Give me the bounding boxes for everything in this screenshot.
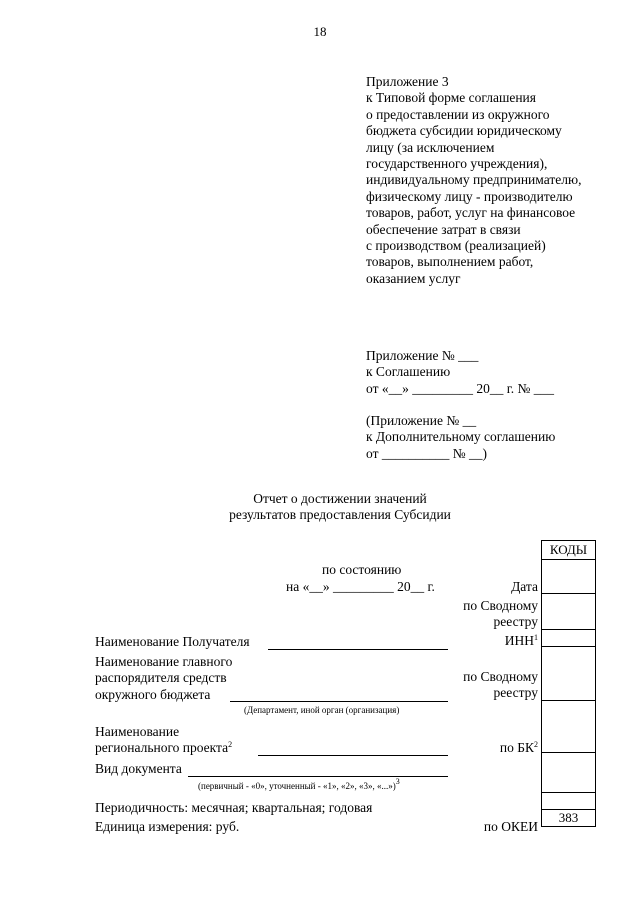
code-label-inn: ИНН$^1$ xyxy=(504,633,538,648)
appendix-agreement-header xyxy=(366,348,554,397)
code-cell-date[interactable] xyxy=(542,560,596,594)
appendix-supplementary-line: к Дополнительному соглашению xyxy=(366,429,556,445)
report-title xyxy=(200,491,480,524)
recipient-name-underline xyxy=(268,649,448,650)
main-manager-line: Наименование главного xyxy=(95,654,233,669)
appendix-supplementary-line: (Приложение № __ xyxy=(366,413,477,428)
report-title-line1: Отчет о достижении значений xyxy=(253,491,427,506)
appendix-3-header xyxy=(366,74,581,287)
code-cell-inn[interactable] xyxy=(542,630,596,647)
regional-project-underline xyxy=(258,755,448,756)
main-manager-underline xyxy=(230,701,448,702)
page-number: 18 xyxy=(313,24,327,39)
main-manager-note: (Департамент, иной орган (организация) xyxy=(244,705,400,715)
appendix-3-line: о предоставлении из окружного xyxy=(366,106,550,122)
code-cell-periodicity[interactable] xyxy=(542,793,596,810)
main-manager-label xyxy=(95,654,232,703)
bk-footnote: 2 xyxy=(534,740,538,749)
regional-project-line: регионального проекта xyxy=(95,740,229,756)
document-type-note: (первичный - «0», уточненный - «1», «2», «3», «...»)$^3$ xyxy=(198,777,400,791)
appendix-3-line: бюджета субсидии юридическому xyxy=(366,123,562,139)
appendix-supplementary-line: от __________ № __) xyxy=(366,445,487,461)
as-of-label: по состоянию xyxy=(322,562,402,577)
code-cell-bk[interactable] xyxy=(542,701,596,753)
appendix-3-line: с производством (реализацией) xyxy=(366,238,546,254)
code-label-registry-2: по Сводному реестру xyxy=(463,669,538,701)
appendix-agreement-line: к Соглашению xyxy=(366,364,451,380)
document-type-underline xyxy=(188,776,448,777)
inn-footnote: 1 xyxy=(534,633,538,642)
appendix-3-line: Приложение 3 xyxy=(366,74,449,89)
code-cell-registry-2[interactable] xyxy=(542,647,596,701)
code-label-okei: по ОКЕИ xyxy=(483,819,538,834)
appendix-agreement-line: Приложение № ___ xyxy=(366,348,479,363)
recipient-name-label: Наименование Получателя xyxy=(95,634,250,649)
appendix-3-line: лицу (за исключением xyxy=(366,139,495,155)
appendix-3-line: обеспечение затрат в связи xyxy=(366,221,521,237)
regional-project-line: Наименование xyxy=(95,724,180,739)
report-title-line2: результатов предоставления Субсидии xyxy=(229,507,451,523)
regional-project-label xyxy=(95,724,232,757)
unit-label: Единица измерения: руб. xyxy=(95,819,240,834)
appendix-3-line: индивидуальному предпринимателю, xyxy=(366,172,582,188)
main-manager-line: распорядителя средств xyxy=(95,670,227,686)
as-of-date: на «__» _________ 20__ г. xyxy=(286,579,435,594)
code-label-registry: по Сводному реестру xyxy=(463,598,538,630)
code-label-bk: по $БК^2$ xyxy=(499,740,538,755)
appendix-3-line: физическому лицу - производителю xyxy=(366,188,573,204)
regional-project-footnote: 2 xyxy=(228,740,233,750)
appendix-3-line: к Типовой форме соглашения xyxy=(366,90,536,106)
document-type-footnote: 3 xyxy=(395,777,400,786)
code-cell-registry[interactable] xyxy=(542,594,596,630)
codes-table xyxy=(541,540,596,827)
appendix-supplementary-header xyxy=(366,413,555,462)
document-type-label: Вид документа xyxy=(95,761,182,776)
periodicity-label: Периодичность: месячная; квартальная; годовая xyxy=(95,800,373,815)
codes-header: КОДЫ xyxy=(542,541,596,560)
appendix-3-line: государственного учреждения), xyxy=(366,156,548,172)
main-manager-line: окружного бюджета xyxy=(95,686,211,702)
appendix-3-line: товаров, выполнением работ, xyxy=(366,254,534,270)
code-label-date: Дата xyxy=(511,579,538,594)
appendix-3-line: оказанием услуг xyxy=(366,270,461,286)
code-cell-doc-type[interactable] xyxy=(542,753,596,793)
appendix-agreement-line: от «__» _________ 20__ г. № ___ xyxy=(366,380,554,396)
code-cell-okei: 383 xyxy=(542,810,596,827)
appendix-3-line: товаров, работ, услуг на финансовое xyxy=(366,205,576,221)
